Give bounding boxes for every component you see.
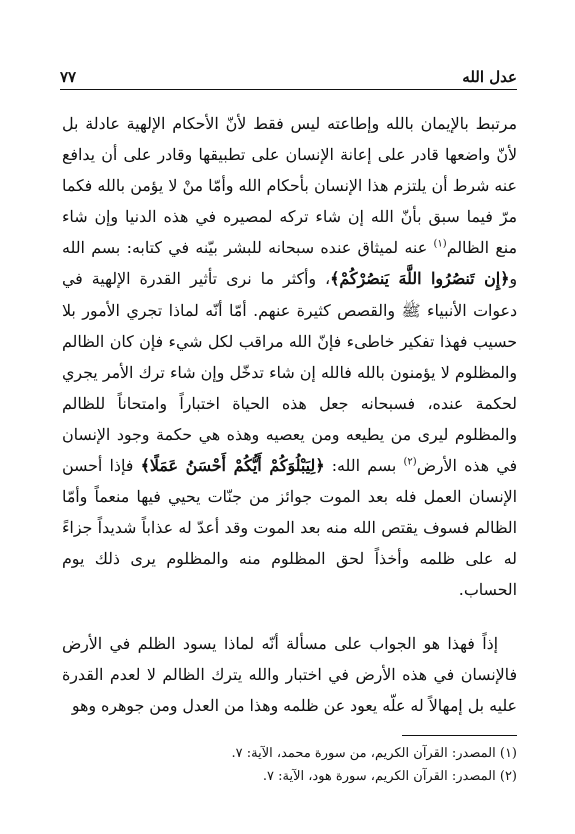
page-number: ٧٧	[60, 68, 77, 86]
footnote-2: (٢) المصدر: القرآن الكريم، سورة هود، الآية: ٧.	[262, 769, 517, 784]
footnotes	[62, 742, 517, 788]
paragraph-1-part-d: بسم الله:	[324, 456, 404, 476]
body-text	[62, 108, 517, 721]
paragraph-2: إذاً فهذا هو الجواب على مسألة أنّه لماذا يسود الظلم في الأرض فالإنسان في هذه الأرض في اختبار والله يترك الظالم لا لعدم القدرة عليه بل إمهالاً له علّه يعود عن ظلمه وهذا من العدل ومن جوهره وهو	[62, 633, 517, 715]
footnote-rule	[402, 735, 517, 736]
quran-quote-2: ﴿لِيَبْلُوَكُمْ أَيُّكُمْ أَحْسَنُ عَمَلًا﴾	[140, 456, 325, 476]
footnote-ref-2: (٢)	[403, 456, 417, 468]
footnote-ref-1: (١)	[433, 239, 447, 251]
header-rule	[60, 89, 517, 90]
running-title: عدل الله	[462, 68, 517, 86]
paragraph-1-part-a: مرتبط بالإيمان بالله وإطاعته ليس فقط لأنّ الأحكام الإلهية عادلة بل لأنّ واضعها قادر على إعانة الإنسان على تطبيقها وقادر على أن يدافع عنه شرط أن يلتزم هذا الإنسان بأحكام الله وأمّا منْ لا يؤمن بالله فكما مرّ فيما سبق بأنّ الله إن شاء تركه لمصيره في هذه الدنيا وإن شاء منع الظالم	[62, 114, 517, 258]
footnote-1: (١) المصدر: القرآن الكريم، من سورة محمد، الآية: ٧.	[231, 746, 517, 761]
paragraph-1	[62, 108, 517, 606]
paragraph-1-part-c: ، وأكثر ما نرى تأثير القدرة الإلهية في دعوات الأنبياء ﷺ والقصص كثيرة عنهم. أمّا أنّه لماذا تجري الأمور بلا حسيب فهذا تفكير خاطىء فإنّ الله مراقب لكل شيء فإن كان الظالم والمظلوم لا يؤمنون بالله فالله إن شاء تدخّل وإن شاء ترك الأمر يجري لحكمة عنده، فسبحانه جعل هذه الحياة اختباراً وامتحاناً للظالم والمظلوم ليرى من يطيعه ومن يعصيه وهذه هي حكمة وجود الإنسان في هذه الأرض	[62, 269, 517, 476]
quran-quote-1: ﴿إِن تَنصُرُوا اللَّهَ يَنصُرْكُمْ﴾	[330, 269, 510, 289]
page-header	[60, 62, 517, 88]
paragraph-1-part-e: فإذا أحسن الإنسان العمل فله بعد الموت جوائز من جنّات يحيي فيها منعماً وأمّا الظالم فسوف يقتص الله منه بعد الموت وقد أعدّ له عذاباً شديداً جزاءً له على ظلمه وأخذاً لحق المظلوم منه والمظلوم يرى ذلك يوم الحساب.	[62, 456, 517, 600]
paragraph-1-part-b: عنه لميثاق عنده سبحانه للبشر بيّنه في كتابه: بسم الله و	[62, 238, 517, 289]
